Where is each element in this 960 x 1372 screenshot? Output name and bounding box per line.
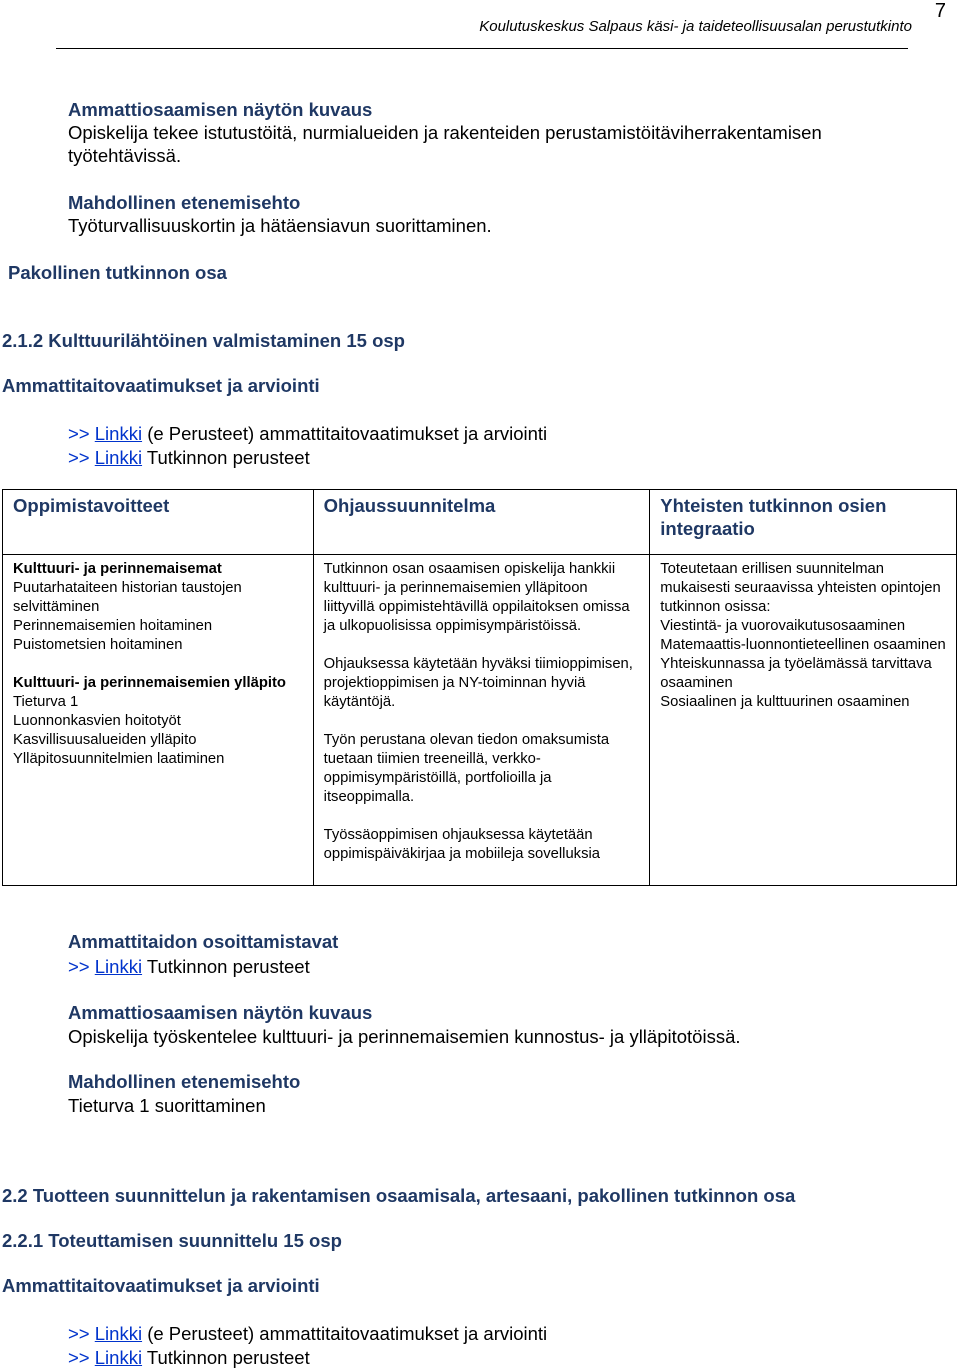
guidance-plan-cell [313,555,650,886]
integration-cell [650,555,957,886]
prerequisite-heading-2: Mahdollinen etenemisehto [68,1071,301,1092]
prerequisite-text-2: Tieturva 1 suorittaminen [68,1095,266,1116]
learning-goals-cell [3,555,314,886]
demo-methods-heading: Ammattitaidon osoittamistavat [68,931,339,952]
link-prefix: >> [68,956,90,977]
link-line-requirements [68,422,547,445]
link-prefix: >> [68,1347,90,1368]
demo-description-heading-2: Ammattiosaamisen näytön kuvaus [68,1002,373,1023]
track-title: 2.2 Tuotteen suunnittelun ja rakentamisen osaamisala, artesaani, pakollinen tutkinnon osa [2,1185,796,1206]
module-title: 2.1.2 Kulttuurilähtöinen valmistaminen 15 osp [2,330,405,351]
module-title-2: 2.2.1 Toteuttamisen suunnittelu 15 osp [2,1230,342,1251]
guidance-paragraph: Ohjauksessa käytetään hyväksi tiimioppimisen, projektioppimisen ja NY-toiminnan hyviä käytäntöjä. [323,656,633,710]
requirements-heading-2: Ammattitaitovaatimukset ja arviointi [2,1275,320,1296]
goal-group-title: Kulttuuri- ja perinnemaisemat [13,561,222,577]
demo-description-heading: Ammattiosaamisen näytön kuvaus [68,99,373,120]
guidance-paragraph: Työn perustana olevan tiedon omaksumista tuetaan tiimien treeneillä, verkko-oppimisympäristöillä, portfolioilla ja itseoppimalla. [323,732,610,805]
prerequisite-heading: Mahdollinen etenemisehto [68,192,301,213]
goal-item: Puistometsien hoitaminen [13,637,183,653]
guidance-paragraph: Tutkinnon osan osaamisen opiskelija hankkii kulttuuri- ja perinnemaisemien ylläpitoon liittyvillä oppimistehtävillä oppilaitoksen omissa ja ulkopuolisissa oppimisympäristöissä. [323,561,630,634]
demo-description-text-2: Opiskelija työskentelee kulttuuri- ja perinnemaisemien kunnostus- ja ylläpitotöissä. [68,1026,741,1047]
link-prefix: >> [68,447,90,468]
link-description: Tutkinnon perusteet [146,1347,310,1368]
link-description: Tutkinnon perusteet [146,956,310,977]
prerequisite-text: Työturvallisuuskortin ja hätäensiavun suorittaminen. [68,215,492,236]
goal-item: Luonnonkasvien hoitotyöt [13,713,181,729]
goal-item: Tieturva 1 [13,694,79,710]
link-description: (e Perusteet) ammattitaitovaatimukset ja arviointi [147,423,548,444]
link-line-qualification-2 [68,955,310,978]
page-number: 7 [934,0,946,22]
link-description: (e Perusteet) ammattitaitovaatimukset ja arviointi [147,1323,548,1344]
integration-item: Yhteiskunnassa ja työelämässä tarvittava osaaminen [660,656,932,691]
link-description: Tutkinnon perusteet [146,447,310,468]
link-line-requirements-2 [68,1322,547,1345]
mandatory-part-label: Pakollinen tutkinnon osa [8,262,227,283]
goal-item: Puutarhataiteen historian taustojen selvittäminen [13,580,242,615]
goal-group-title: Kulttuuri- ja perinnemaisemien ylläpito [13,675,286,691]
link-line-qualification-3 [68,1346,310,1369]
goal-item: Ylläpitosuunnitelmien laatiminen [13,751,225,767]
demo-description-text-line1: Opiskelija tekee istutustöitä, nurmialueiden ja rakenteiden perustamistöitäviherrakentamisen [68,122,822,143]
link-prefix: >> [68,1323,90,1344]
column-header-guidance-plan: Ohjaussuunnitelma [313,490,650,555]
link-prefix: >> [68,423,90,444]
header-divider [56,48,908,49]
column-header-integration: Yhteisten tutkinnon osien integraatio [650,490,957,555]
guidance-paragraph: Työssäoppimisen ohjauksessa käytetään oppimispäiväkirjaa ja mobiileja sovelluksia [323,827,600,862]
goal-item: Kasvillisuusalueiden ylläpito [13,732,197,748]
integration-item: Matemaattis-luonnontieteellinen osaaminen [660,637,946,653]
demo-description-text-line2: työtehtävissä. [68,145,182,166]
qualification-basis-link[interactable]: Linkki [94,1347,143,1368]
curriculum-table [2,489,957,886]
integration-item: Sosiaalinen ja kulttuurinen osaaminen [660,694,910,710]
requirements-link[interactable]: Linkki [94,423,143,444]
requirements-heading: Ammattitaitovaatimukset ja arviointi [2,375,320,396]
qualification-basis-link[interactable]: Linkki [94,447,143,468]
qualification-basis-link[interactable]: Linkki [94,956,143,977]
table-row [3,555,957,886]
goal-item: Perinnemaisemien hoitaminen [13,618,213,634]
running-header: Koulutuskeskus Salpaus käsi- ja taideteollisuusalan perustutkinto [479,18,912,35]
table-header-row [3,490,957,555]
requirements-link[interactable]: Linkki [94,1323,143,1344]
integration-intro: Toteutetaan erillisen suunnitelman mukaisesti seuraavissa yhteisten opintojen tutkinnon osissa: [660,561,941,615]
integration-item: Viestintä- ja vuorovaikutusosaaminen [660,618,906,634]
column-header-learning-goals: Oppimistavoitteet [3,490,314,555]
link-line-qualification [68,446,310,469]
